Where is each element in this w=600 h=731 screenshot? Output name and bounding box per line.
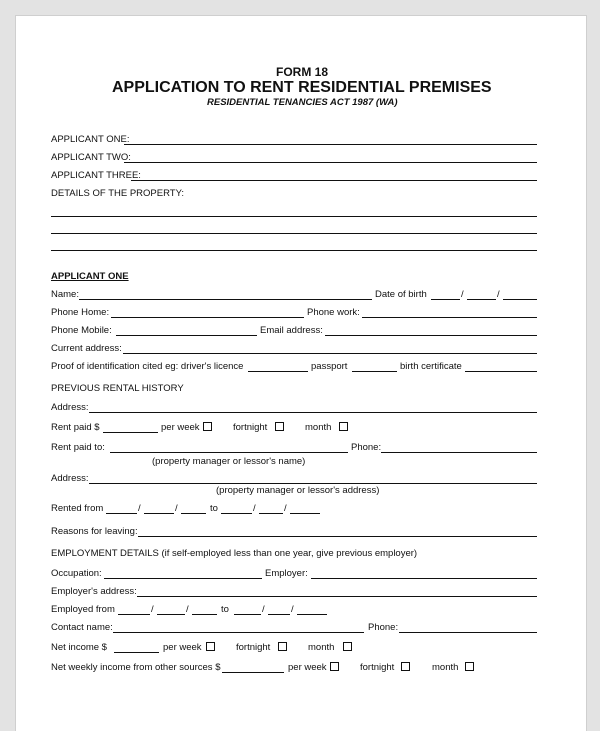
date-separator: / bbox=[175, 503, 178, 514]
property-details-line[interactable] bbox=[51, 250, 537, 251]
date-separator: / bbox=[291, 604, 294, 615]
contact-name-field[interactable] bbox=[113, 632, 364, 633]
applicant-one-label: APPLICANT ONE: bbox=[51, 134, 130, 145]
date-separator: / bbox=[461, 289, 464, 300]
date-separator: / bbox=[186, 604, 189, 615]
rental-address-field[interactable] bbox=[89, 412, 537, 413]
name-field[interactable] bbox=[79, 299, 372, 300]
employed-from-label: Employed from bbox=[51, 604, 115, 615]
income-per-week-checkbox[interactable] bbox=[206, 642, 215, 651]
rented-to-month[interactable] bbox=[259, 513, 283, 514]
income-fortnight-checkbox[interactable] bbox=[278, 642, 287, 651]
rent-fortnight-label: fortnight bbox=[233, 422, 268, 433]
employed-to-day[interactable] bbox=[234, 614, 261, 615]
applicant-three-label: APPLICANT THREE: bbox=[51, 170, 141, 181]
employment-heading: EMPLOYMENT DETAILS (if self-employed less than one year, give previous employer) bbox=[51, 548, 418, 559]
employer-address-field[interactable] bbox=[137, 596, 537, 597]
employer-field[interactable] bbox=[311, 578, 537, 579]
other-fortnight-label: fortnight bbox=[360, 662, 395, 673]
applicant-two-label: APPLICANT TWO: bbox=[51, 152, 131, 163]
other-income-field[interactable] bbox=[222, 672, 284, 673]
property-details-line[interactable] bbox=[51, 216, 537, 217]
rent-paid-to-label: Rent paid to: bbox=[51, 442, 105, 453]
rent-fortnight-checkbox[interactable] bbox=[275, 422, 284, 431]
pm-address-hint: (property manager or lessor's address) bbox=[216, 485, 380, 496]
birth-certificate-field[interactable] bbox=[465, 371, 537, 372]
applicant-two-field[interactable] bbox=[124, 162, 537, 163]
current-address-field[interactable] bbox=[123, 353, 537, 354]
dob-day-field[interactable] bbox=[431, 299, 460, 300]
other-income-label: Net weekly income from other sources $ bbox=[51, 662, 221, 673]
occupation-label: Occupation: bbox=[51, 568, 102, 579]
other-per-week-label: per week bbox=[288, 662, 327, 673]
phone-mobile-label: Phone Mobile: bbox=[51, 325, 112, 336]
property-details-line[interactable] bbox=[51, 233, 537, 234]
date-separator: / bbox=[151, 604, 154, 615]
phone-home-field[interactable] bbox=[111, 317, 304, 318]
rent-per-week-label: per week bbox=[161, 422, 200, 433]
rented-from-day[interactable] bbox=[106, 513, 137, 514]
email-label: Email address: bbox=[260, 325, 323, 336]
act-subtitle: RESIDENTIAL TENANCIES ACT 1987 (WA) bbox=[207, 97, 398, 108]
reasons-leaving-field[interactable] bbox=[138, 536, 537, 537]
employed-from-year[interactable] bbox=[192, 614, 217, 615]
contact-phone-field[interactable] bbox=[399, 632, 537, 633]
passport-field[interactable] bbox=[352, 371, 397, 372]
name-label: Name: bbox=[51, 289, 79, 300]
other-fortnight-checkbox[interactable] bbox=[401, 662, 410, 671]
date-separator: / bbox=[262, 604, 265, 615]
rent-paid-label: Rent paid $ bbox=[51, 422, 100, 433]
drivers-licence-field[interactable] bbox=[248, 371, 308, 372]
phone-work-field[interactable] bbox=[362, 317, 537, 318]
rented-from-year[interactable] bbox=[181, 513, 206, 514]
date-separator: / bbox=[284, 503, 287, 514]
employed-from-day[interactable] bbox=[118, 614, 150, 615]
phone-mobile-field[interactable] bbox=[116, 335, 257, 336]
birth-certificate-label: birth certificate bbox=[400, 361, 462, 372]
rented-to-label: to bbox=[210, 503, 218, 514]
proof-id-label: Proof of identification cited eg: driver's licence bbox=[51, 361, 244, 372]
rental-address-label: Address: bbox=[51, 402, 89, 413]
pm-address-label: Address: bbox=[51, 473, 89, 484]
rent-month-label: month bbox=[305, 422, 332, 433]
phone-work-label: Phone work: bbox=[307, 307, 360, 318]
contact-name-label: Contact name: bbox=[51, 622, 113, 633]
employer-address-label: Employer's address: bbox=[51, 586, 137, 597]
rental-phone-field[interactable] bbox=[381, 452, 537, 453]
rental-history-heading: PREVIOUS RENTAL HISTORY bbox=[51, 383, 184, 394]
dob-year-field[interactable] bbox=[503, 299, 537, 300]
date-separator: / bbox=[253, 503, 256, 514]
property-details-label: DETAILS OF THE PROPERTY: bbox=[51, 188, 185, 199]
passport-label: passport bbox=[311, 361, 348, 372]
other-month-label: month bbox=[432, 662, 459, 673]
form-number: FORM 18 bbox=[276, 65, 329, 79]
net-income-field[interactable] bbox=[114, 652, 159, 653]
page-title: APPLICATION TO RENT RESIDENTIAL PREMISES bbox=[112, 79, 492, 96]
reasons-leaving-label: Reasons for leaving: bbox=[51, 526, 138, 537]
pm-address-field[interactable] bbox=[89, 483, 537, 484]
contact-phone-label: Phone: bbox=[368, 622, 399, 633]
applicant-one-field[interactable] bbox=[124, 144, 537, 145]
rent-per-week-checkbox[interactable] bbox=[203, 422, 212, 431]
applicant-three-field[interactable] bbox=[131, 180, 537, 181]
email-field[interactable] bbox=[325, 335, 537, 336]
rented-from-label: Rented from bbox=[51, 503, 104, 514]
income-per-week-label: per week bbox=[163, 642, 202, 653]
other-month-checkbox[interactable] bbox=[465, 662, 474, 671]
dob-label: Date of birth bbox=[375, 289, 427, 300]
income-fortnight-label: fortnight bbox=[236, 642, 271, 653]
other-per-week-checkbox[interactable] bbox=[330, 662, 339, 671]
date-separator: / bbox=[138, 503, 141, 514]
date-separator: / bbox=[497, 289, 500, 300]
income-month-label: month bbox=[308, 642, 335, 653]
rented-to-year[interactable] bbox=[290, 513, 320, 514]
rent-paid-to-field[interactable] bbox=[110, 452, 348, 453]
employer-label: Employer: bbox=[265, 568, 308, 579]
rented-from-month[interactable] bbox=[144, 513, 174, 514]
employed-to-year[interactable] bbox=[297, 614, 327, 615]
pm-name-hint: (property manager or lessor's name) bbox=[152, 456, 306, 467]
net-income-label: Net income $ bbox=[51, 642, 107, 653]
dob-month-field[interactable] bbox=[467, 299, 496, 300]
rent-month-checkbox[interactable] bbox=[339, 422, 348, 431]
rental-phone-label: Phone: bbox=[351, 442, 382, 453]
rented-to-day[interactable] bbox=[221, 513, 252, 514]
phone-home-label: Phone Home: bbox=[51, 307, 110, 318]
income-month-checkbox[interactable] bbox=[343, 642, 352, 651]
employed-to-month[interactable] bbox=[268, 614, 290, 615]
occupation-field[interactable] bbox=[104, 578, 262, 579]
employed-from-month[interactable] bbox=[157, 614, 185, 615]
applicant-one-heading: APPLICANT ONE bbox=[51, 271, 129, 282]
rent-paid-field[interactable] bbox=[103, 432, 158, 433]
employed-to-label: to bbox=[221, 604, 229, 615]
current-address-label: Current address: bbox=[51, 343, 122, 354]
